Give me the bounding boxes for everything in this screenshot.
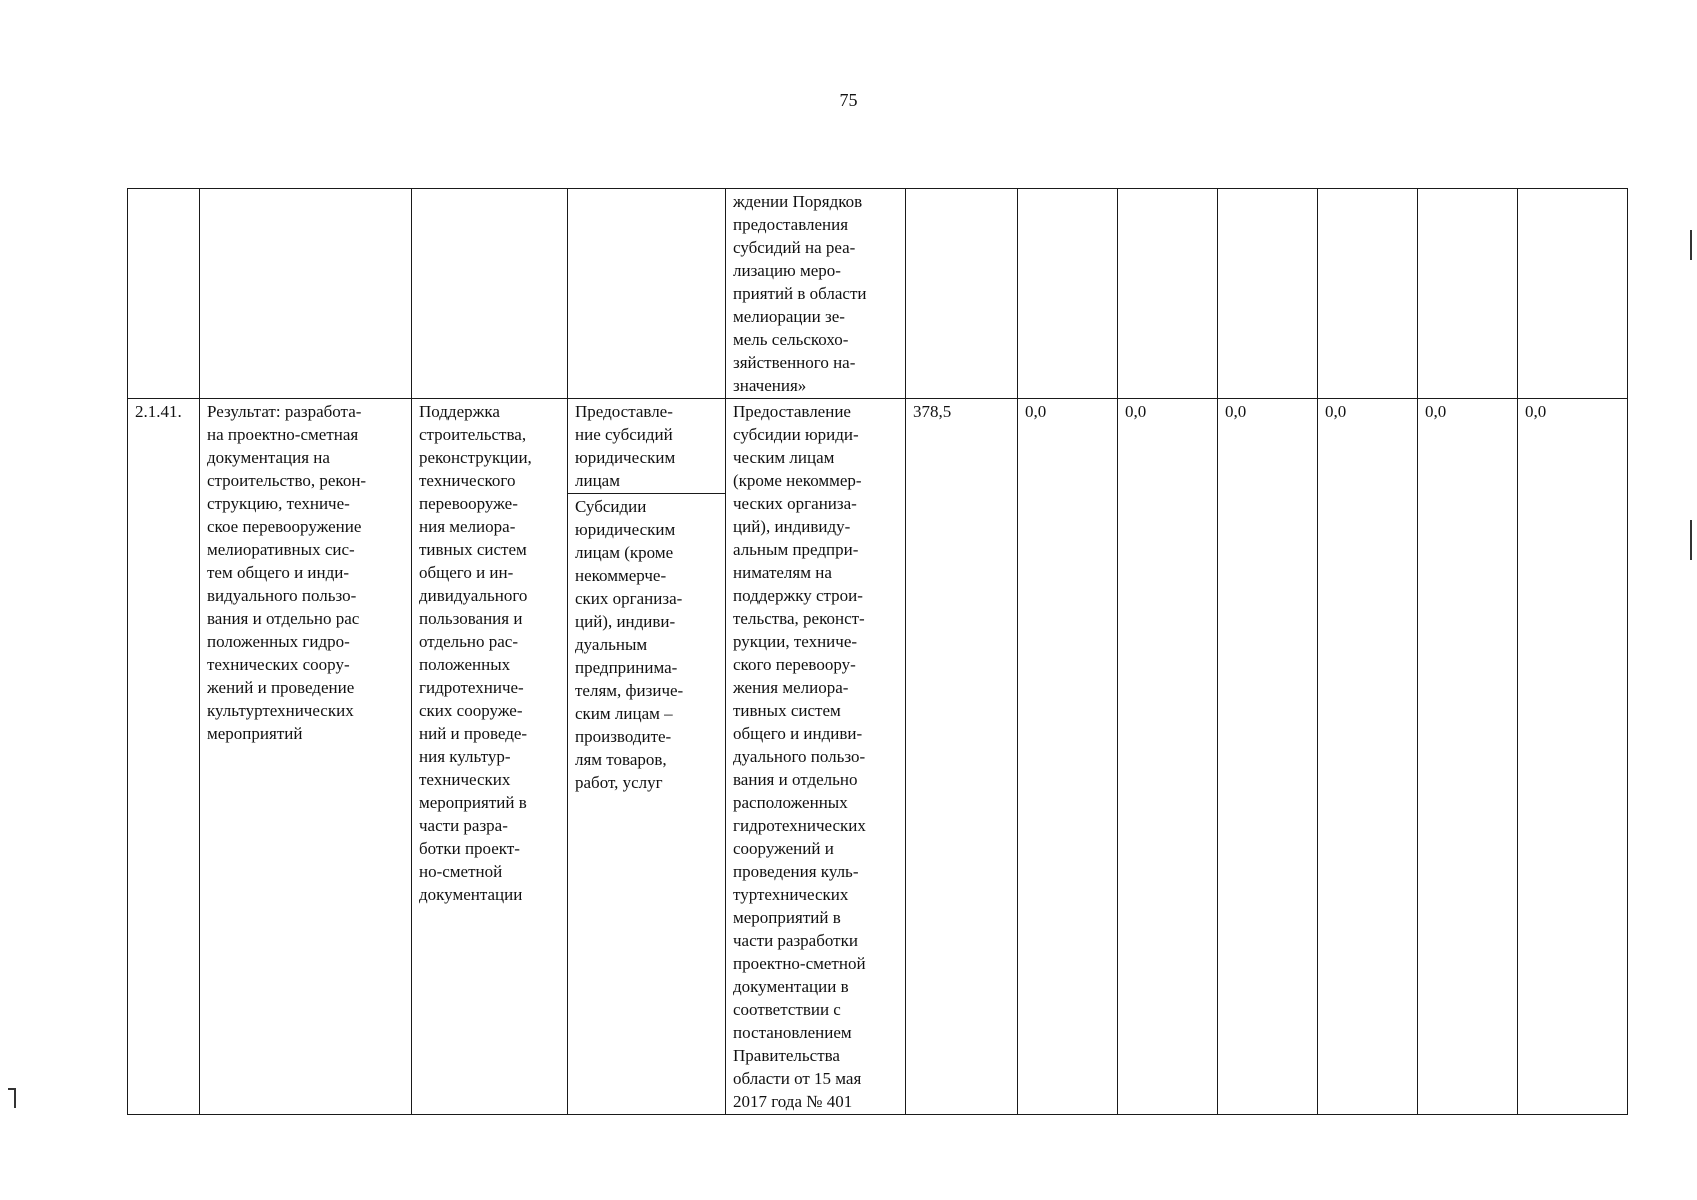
cell-funding-type — [568, 189, 726, 399]
cell-value — [1218, 189, 1318, 399]
table-row-top — [128, 399, 1628, 494]
cell-description: Предоставление субсидии юриди- ческим лицам (кроме некоммер- ческих организа- ций), индивиду- альным предпри- нимателям на поддержку строи- тельства, реконст- рукции, техниче- ского перевоору- жения мелиора- тивных систем общего и индиви- дуального пользо- вания и отдельно расположенных гидротехнических сооружений и проведения куль- туртехнических мероприятий в части разработки проектно-сметной документации в соответствии с постановлением Правительства области от 15 мая 2017 года № 401 — [726, 399, 906, 1115]
cell-result: Результат: разработа- на проектно-сметная документация на строительство, рекон- струкцию, техниче- ское перевооружение мелиоративных сис- тем общего и инди- видуального пользо- вания и отдельно рас положенных гидро- технических соору- жений и проведение культуртехнических мероприятий — [200, 399, 412, 1115]
cell-funding-type-bottom: Субсидии юридическим лицам (кроме некоммерче- ских организа- ций), индиви- дуальным предпринима- телям, физиче- ским лицам – производите- лям товаров, работ, услуг — [568, 494, 726, 1115]
scan-edge-mark — [1690, 230, 1692, 260]
cell-value — [1118, 189, 1218, 399]
cell-value: 0,0 — [1018, 399, 1118, 1115]
cell-result — [200, 189, 412, 399]
cell-measure: Поддержка строительства, реконструкции, технического перевооруже- ния мелиора- тивных систем общего и ин- дивидуального пользования и отдельно рас- положенных гидротехниче- ских сооруже- ний и проведе- ния культур- технических мероприятий в части разра- ботки проект- но-сметной документации — [412, 399, 568, 1115]
cell-value: 0,0 — [1418, 399, 1518, 1115]
page-number: 75 — [839, 90, 858, 110]
cell-funding-type-top: Предоставле- ние субсидий юридическим лицам — [568, 399, 726, 494]
scan-edge-mark — [1690, 520, 1692, 560]
cell-value: 0,0 — [1218, 399, 1318, 1115]
cell-value-total: 378,5 — [906, 399, 1018, 1115]
table-row-continuation — [128, 189, 1628, 399]
cell-value: 0,0 — [1318, 399, 1418, 1115]
cell-value — [1418, 189, 1518, 399]
cell-value — [906, 189, 1018, 399]
cell-description: ждении Порядков предоставления субсидий на реа- лизацию меро- приятий в области мелиорации зе- мель сельскохо- зяйственного на- значения» — [726, 189, 906, 399]
cell-value: 0,0 — [1518, 399, 1628, 1115]
funding-table — [127, 188, 1628, 1115]
cell-value — [1318, 189, 1418, 399]
scan-edge-mark — [14, 1088, 16, 1108]
cell-measure — [412, 189, 568, 399]
cell-value — [1518, 189, 1628, 399]
cell-number — [128, 189, 200, 399]
cell-value — [1018, 189, 1118, 399]
cell-number: 2.1.41. — [128, 399, 200, 1115]
cell-value: 0,0 — [1118, 399, 1218, 1115]
